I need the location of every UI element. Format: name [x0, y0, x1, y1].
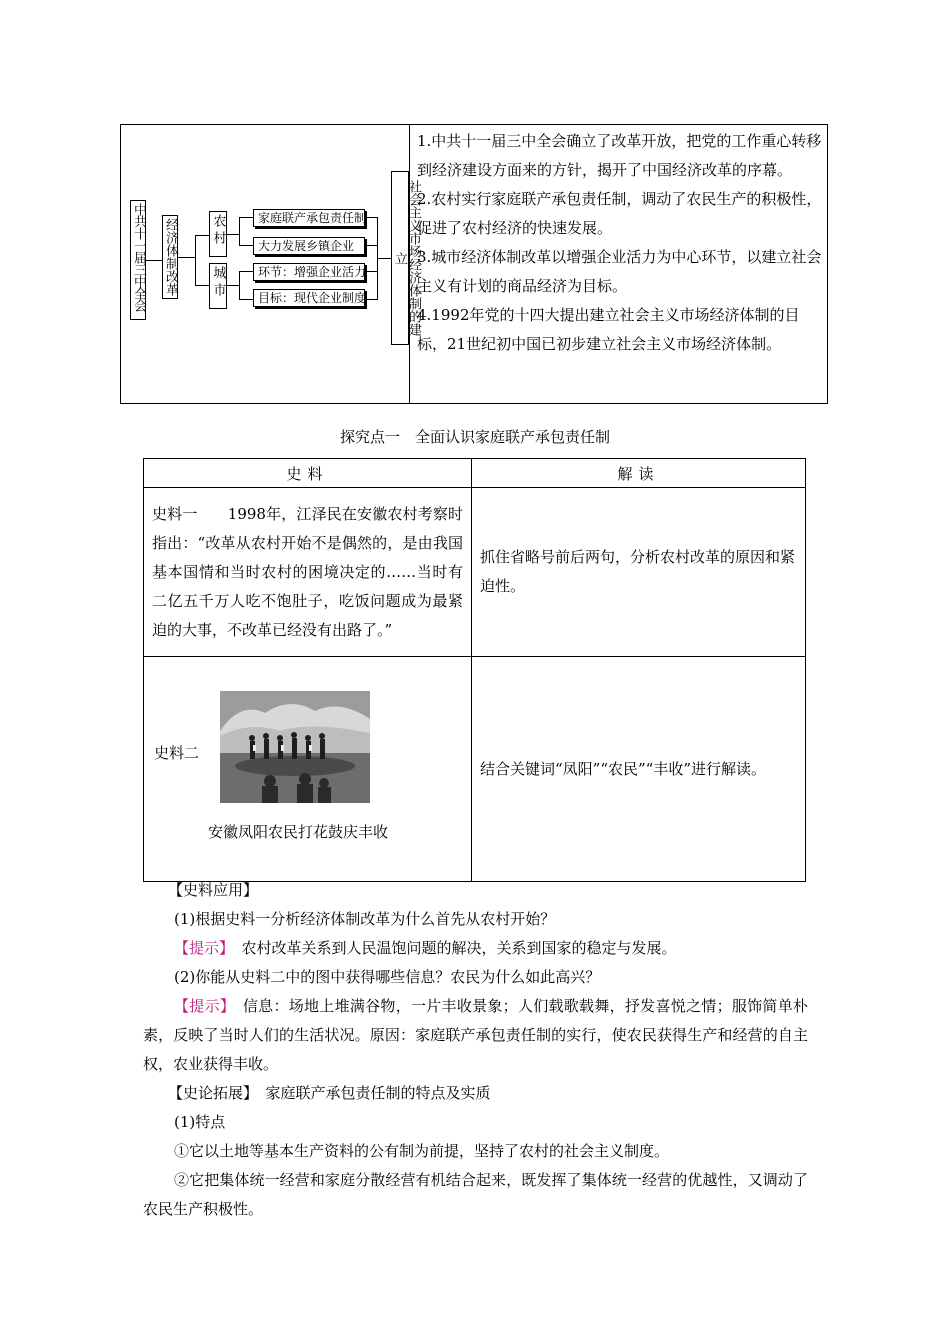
connector [195, 235, 209, 236]
diagram-root-text: 中共十一届三中全会 [131, 203, 146, 311]
source-table [143, 458, 806, 882]
interp-2-text: 结合关键词“凤阳”“农民”“丰收”进行解读。 [480, 759, 767, 778]
connector [239, 299, 253, 300]
diagram-branch-text: 经济体制改革 [163, 218, 178, 296]
connector [367, 245, 377, 246]
interp-1-text: 抓住省略号前后两句，分析农村改革的原因和紧迫性。 [480, 548, 796, 595]
extension-subtitle: 家庭联产承包责任制的特点及实质 [250, 1084, 491, 1102]
connector [227, 285, 239, 286]
connector [239, 217, 240, 246]
diagram-rural-item-2: 大力发展乡镇企业 [253, 237, 365, 255]
diagram-goal-box [391, 171, 421, 345]
section-title: 探究点一 全面认识家庭联产承包责任制 [339, 428, 610, 446]
diagram-urban-box [209, 263, 227, 309]
diagram-urban-item-1: 环节：增强企业活力 [253, 263, 365, 281]
interp-2-cell [472, 657, 806, 882]
answer-2 [143, 992, 808, 1079]
diagram-rural-item-1: 家庭联产承包责任制 [253, 209, 365, 227]
extension-title: 【史论拓展】 [168, 1084, 251, 1102]
source-1-text: 史料一 1998年，江泽民在安徽农村考察时指出：“改革从农村开始不是偶然的，是由我国基本国情和当时农村的困境决定的……当时有二亿五千万人吃不饱肚子，吃饭问题成为最紧迫的大事，不改革已经没有出路了。” [152, 504, 463, 639]
summary-point-1: 1.中共十一届三中全会确立了改革开放，把党的工作重心转移到经济建设方面来的方针，揭开了中国经济改革的序幕。 [417, 132, 822, 179]
connector [178, 257, 195, 258]
summary-points [417, 127, 825, 359]
extension-heading [168, 1079, 491, 1108]
harvest-dance-photo [220, 691, 370, 803]
connector [367, 217, 377, 218]
diagram-root-box [130, 200, 146, 320]
hint-label: 【提示】 [174, 939, 227, 957]
connector [195, 235, 196, 285]
diagram-goal-text: 社会主义市场经济体制的建立 [392, 180, 421, 336]
connector [227, 234, 239, 235]
source-2-cell [144, 657, 472, 882]
connector [239, 271, 253, 272]
header-source: 史料 [144, 459, 472, 488]
answer-1 [174, 934, 814, 963]
source-2-label: 史料二 [154, 744, 200, 762]
connector [377, 258, 391, 259]
photo-caption: 安徽凤阳农民打花鼓庆丰收 [208, 823, 389, 841]
diagram-urban-text: 城市 [210, 266, 226, 300]
answer-1-text: 农村改革关系到人民温饱问题的解决，关系到国家的稳定与发展。 [226, 939, 677, 957]
summary-point-2: 2.农村实行家庭联产承包责任制，调动了农民生产的积极性，促进了农村经济的快速发展。 [417, 190, 822, 237]
feature-2: ②它把集体统一经营和家庭分散经营有机结合起来，既发挥了集体统一经营的优越性，又调动了农民生产积极性。 [143, 1171, 808, 1218]
connector [367, 271, 377, 272]
table-row [144, 488, 806, 657]
diagram-rural-text: 农村 [210, 214, 226, 248]
table-row [144, 657, 806, 882]
diagram-branch-box [162, 215, 178, 299]
source-1-cell [144, 488, 472, 657]
connector [239, 271, 240, 300]
summary-point-4: 4.1992年党的十四大提出建立社会主义市场经济体制的目标，21世纪初中国已初步建立社会主义市场经济体制。 [417, 306, 800, 353]
connector [367, 299, 377, 300]
summary-point-3: 3.城市经济体制改革以增强企业活力为中心环节，以建立社会主义有计划的商品经济为目标。 [417, 248, 822, 295]
application-title: 【史料应用】 [168, 881, 259, 899]
answer-2-text: 信息：场地上堆满谷物，一片丰收景象；人们载歌载舞，抒发喜悦之情；服饰简单朴素，反映了当时人们的生活状况。原因：家庭联产承包责任制的实行，使农民获得生产和经营的自主权，农业获得丰收。 [143, 997, 808, 1073]
question-1: (1)根据史料一分析经济体制改革为什么首先从农村开始？ [174, 910, 556, 928]
diagram-rural-box [209, 211, 227, 257]
photo-illustration [220, 691, 370, 803]
diagram-urban-item-2: 目标：现代企业制度 [253, 289, 365, 307]
header-interpretation: 解读 [472, 459, 806, 488]
question-2: (2)你能从史料二中的图中获得哪些信息？农民为什么如此高兴？ [174, 968, 601, 986]
features-title: (1)特点 [174, 1113, 226, 1131]
connector [239, 245, 253, 246]
interp-1-cell [472, 488, 806, 657]
connector [146, 260, 162, 261]
connector [195, 285, 209, 286]
table-header-row [144, 459, 806, 488]
connector [239, 217, 253, 218]
summary-table [120, 124, 828, 404]
feature-1: ①它以土地等基本生产资料的公有制为前提，坚持了农村的社会主义制度。 [174, 1142, 670, 1160]
hint-label: 【提示】 [174, 997, 228, 1015]
